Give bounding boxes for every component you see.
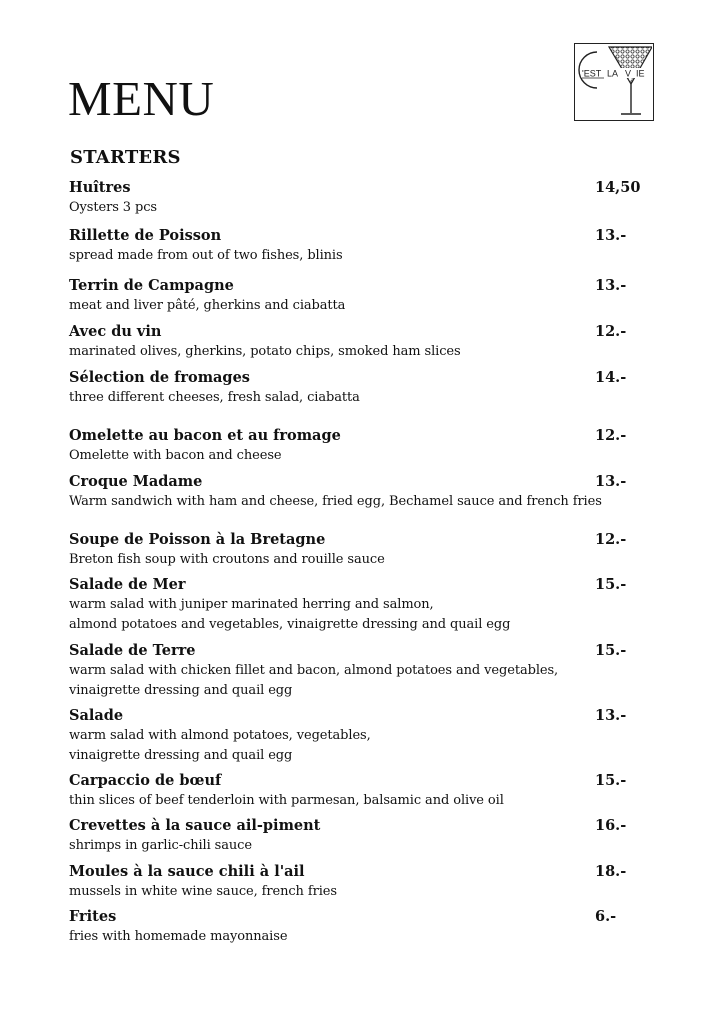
menu-item [69, 706, 669, 766]
menu-item [69, 575, 669, 635]
menu-item [69, 322, 669, 362]
menu-item [69, 178, 669, 218]
menu-item [69, 907, 669, 947]
menu-item-name: Frites [69, 908, 117, 925]
menu-item-name: Croque Madame [69, 473, 203, 490]
menu-item-name: Salade de Terre [69, 642, 196, 659]
menu-item-name: Rillette de Poisson [69, 227, 222, 244]
menu-item-description: Warm sandwich with ham and cheese, fried egg, Bechamel sauce and french fries [69, 494, 602, 509]
menu-item-price: 13.- [595, 707, 627, 724]
menu-item-description: Oysters 3 pcs [69, 200, 157, 215]
menu-item-description: meat and liver pâté, gherkins and ciabatta [69, 298, 346, 313]
menu-item-name: Salade de Mer [69, 576, 186, 593]
menu-item [69, 368, 669, 408]
menu-item-name: Salade [69, 707, 124, 724]
svg-text:LA: LA [607, 68, 619, 79]
menu-item-description: Breton fish soup with croutons and rouille sauce [69, 552, 385, 567]
menu-item [69, 816, 669, 856]
menu-item-price: 13.- [595, 473, 627, 490]
menu-item-name: Omelette au bacon et au fromage [69, 427, 341, 444]
menu-item-price: 12.- [595, 323, 627, 340]
menu-item [69, 276, 669, 316]
menu-item-price: 16.- [595, 817, 627, 834]
menu-item [69, 862, 669, 902]
menu-item-description: warm salad with chicken fillet and bacon, almond potatoes and vegetables, [69, 663, 559, 678]
menu-item-name: Terrin de Campagne [69, 277, 234, 294]
menu-item-description: mussels in white wine sauce, french fries [69, 884, 337, 899]
menu-item-description: marinated olives, gherkins, potato chips, smoked ham slices [69, 344, 461, 359]
menu-item-description: almond potatoes and vegetables, vinaigrette dressing and quail egg [69, 617, 511, 632]
menu-item-description: spread made from out of two fishes, blinis [69, 248, 343, 263]
menu-item-price: 14,50 [595, 179, 641, 196]
menu-item-name: Crevettes à la sauce ail-piment [69, 817, 321, 834]
cocktail-glass-logo-icon [575, 44, 652, 119]
menu-item-name: Huîtres [69, 179, 131, 196]
section-heading-starters: STARTERS [70, 147, 181, 168]
menu-item-price: 15.- [595, 576, 627, 593]
menu-item-description: thin slices of beef tenderloin with parmesan, balsamic and olive oil [69, 793, 504, 808]
menu-item-price: 13.- [595, 277, 627, 294]
menu-item-price: 13.- [595, 227, 627, 244]
menu-item [69, 226, 669, 266]
menu-item-name: Soupe de Poisson à la Bretagne [69, 531, 326, 548]
svg-text:V: V [625, 68, 632, 79]
menu-item [69, 530, 669, 570]
menu-item-price: 18.- [595, 863, 627, 880]
menu-item-name: Sélection de fromages [69, 369, 250, 386]
menu-item-description: Omelette with bacon and cheese [69, 448, 282, 463]
menu-item-description: warm salad with juniper marinated herring and salmon, [69, 597, 434, 612]
menu-item-description: vinaigrette dressing and quail egg [69, 748, 293, 763]
menu-item [69, 641, 669, 701]
menu-item [69, 771, 669, 811]
menu-item-name: Carpaccio de bœuf [69, 772, 222, 789]
page-title: MENU [68, 71, 215, 126]
menu-item-description: three different cheeses, fresh salad, ciabatta [69, 390, 360, 405]
menu-item-price: 15.- [595, 642, 627, 659]
menu-item-price: 12.- [595, 427, 627, 444]
menu-item-name: Avec du vin [69, 323, 162, 340]
svg-text:'EST: 'EST [582, 68, 602, 79]
menu-item [69, 426, 669, 466]
menu-item-price: 6.- [595, 908, 617, 925]
menu-item-price: 12.- [595, 531, 627, 548]
menu-item-description: vinaigrette dressing and quail egg [69, 683, 293, 698]
menu-item-name: Moules à la sauce chili à l'ail [69, 863, 305, 880]
menu-item-price: 15.- [595, 772, 627, 789]
restaurant-logo [574, 43, 654, 121]
menu-item [69, 472, 669, 512]
menu-item-description: fries with homemade mayonnaise [69, 929, 288, 944]
svg-text:IE: IE [636, 68, 645, 79]
menu-item-description: shrimps in garlic-chili sauce [69, 838, 252, 853]
menu-item-price: 14.- [595, 369, 627, 386]
menu-item-description: warm salad with almond potatoes, vegetables, [69, 728, 371, 743]
